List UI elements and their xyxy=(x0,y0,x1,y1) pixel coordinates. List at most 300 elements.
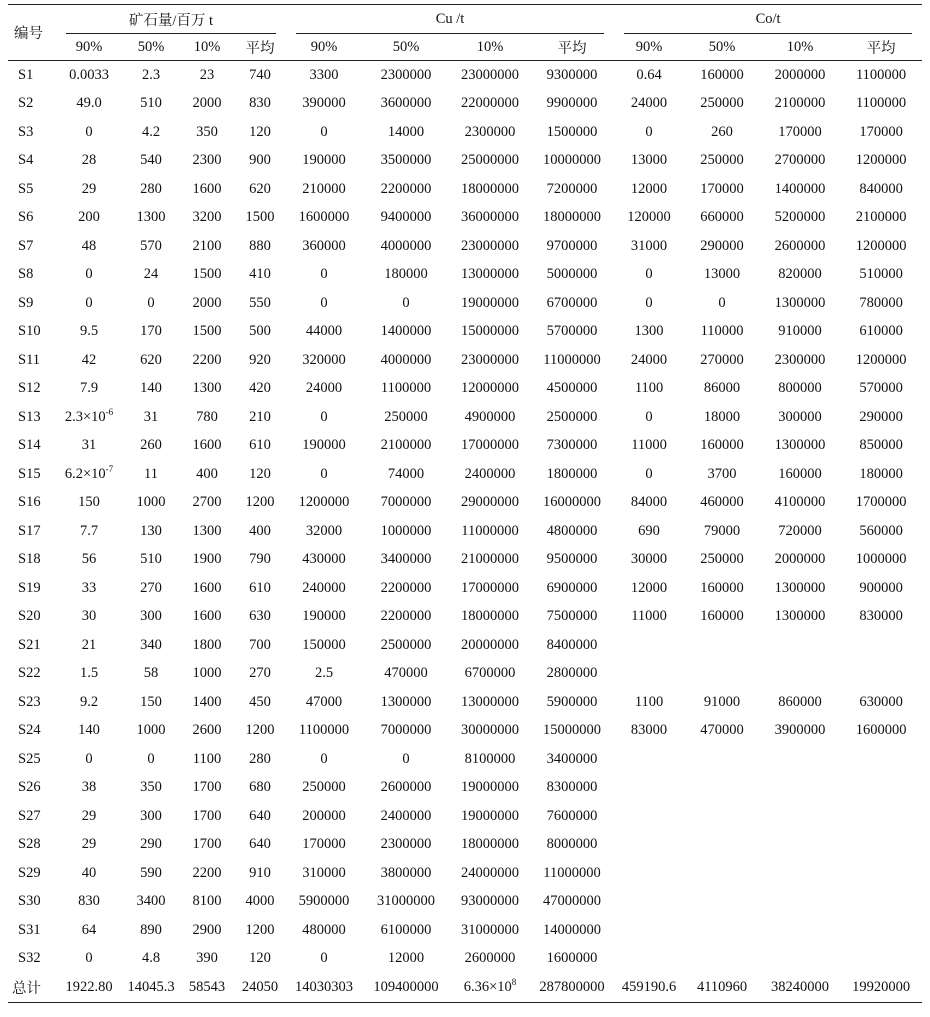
cell-ore xyxy=(180,888,234,917)
cell-cu xyxy=(286,489,362,518)
cell-value: 20000000 xyxy=(461,636,519,653)
table-row xyxy=(8,118,922,147)
cell-cu xyxy=(286,831,362,860)
table-row xyxy=(8,489,922,518)
cell-co xyxy=(760,517,840,546)
cell-value: 79000 xyxy=(703,522,741,539)
cell-value: 29 xyxy=(81,836,97,853)
cell-ore xyxy=(180,745,234,774)
cell-value: 910 xyxy=(249,864,271,881)
cell-value: 5200000 xyxy=(774,209,826,226)
cell-co xyxy=(684,147,760,176)
cell-value: 93000000 xyxy=(461,893,519,910)
cell-ore xyxy=(234,916,286,945)
cell-cu xyxy=(286,289,362,318)
cell-value: 9700000 xyxy=(546,237,598,254)
cell-cu xyxy=(530,574,614,603)
cell-value: 38 xyxy=(81,779,97,796)
cell-co xyxy=(840,432,922,461)
cell-value: 2.3 xyxy=(141,66,161,83)
cell-value: 0.64 xyxy=(636,66,662,83)
cell-value: 13000 xyxy=(703,266,741,283)
cell-ore xyxy=(180,232,234,261)
cell-value: 700 xyxy=(249,636,271,653)
cell-co xyxy=(840,147,922,176)
cell-value: 790 xyxy=(249,551,271,568)
cell-value: 1500 xyxy=(192,266,222,283)
cell-value: 120 xyxy=(249,950,271,967)
cell-ore xyxy=(122,460,180,489)
cell-cu xyxy=(530,603,614,632)
cell-ore xyxy=(234,403,286,432)
cell-ore xyxy=(180,460,234,489)
cell-value: 4000000 xyxy=(380,237,432,254)
cell-ore xyxy=(56,574,122,603)
cell-value: 9.5 xyxy=(79,323,99,340)
cell-co xyxy=(614,859,684,888)
cell-value: 830 xyxy=(249,95,271,112)
cell-ore xyxy=(234,232,286,261)
cell-value: 860000 xyxy=(778,693,822,710)
row-id: S6 xyxy=(18,209,34,226)
cell-ore xyxy=(180,403,234,432)
row-id: S10 xyxy=(18,323,41,340)
cell-value: 86000 xyxy=(703,380,741,397)
total-cu xyxy=(286,973,362,1002)
group-label: 矿石量/百万 t xyxy=(128,13,214,29)
cell-value: 16000000 xyxy=(543,494,602,511)
cell-co xyxy=(840,61,922,90)
cell-value: 0 xyxy=(645,123,653,140)
cell-value: 160000 xyxy=(700,437,744,454)
cell-cu xyxy=(530,61,614,90)
cell-value: 250000 xyxy=(302,779,346,796)
cell-co xyxy=(614,346,684,375)
cell-co xyxy=(614,489,684,518)
cell-value: 31000000 xyxy=(377,893,435,910)
cell-value: 300 xyxy=(140,807,162,824)
cell-ore xyxy=(234,688,286,717)
cell-ore xyxy=(122,232,180,261)
row-id: S17 xyxy=(18,522,41,539)
cell-co xyxy=(684,346,760,375)
cell-value: 610 xyxy=(249,437,271,454)
cell-value: 4900000 xyxy=(464,408,516,425)
cell-value: 11000000 xyxy=(461,522,519,539)
cell-value: 150 xyxy=(140,693,162,710)
cell-cu xyxy=(530,489,614,518)
cell-value: 480000 xyxy=(302,921,346,938)
cell-cu xyxy=(450,888,530,917)
cell-co xyxy=(760,717,840,746)
cell-co xyxy=(840,261,922,290)
cell-co xyxy=(684,774,760,803)
cell-ore xyxy=(122,61,180,90)
total-ore xyxy=(56,973,122,1002)
cell-value: 6700000 xyxy=(464,665,516,682)
table-row xyxy=(8,745,922,774)
cell-value: 1300 xyxy=(192,380,222,397)
cell-ore xyxy=(234,574,286,603)
cell-co xyxy=(614,888,684,917)
cell-value: 4800000 xyxy=(546,522,598,539)
cell-co xyxy=(760,318,840,347)
cell-co xyxy=(760,774,840,803)
cell-value: 459190.6 xyxy=(621,978,677,995)
cell-value: 4110960 xyxy=(696,978,748,995)
cell-co xyxy=(840,945,922,974)
table-row xyxy=(8,232,922,261)
row-id: S30 xyxy=(18,893,41,910)
cell-value: 13000 xyxy=(630,152,668,169)
cell-cu xyxy=(286,688,362,717)
cell-co xyxy=(760,375,840,404)
cell-value: 9900000 xyxy=(546,95,598,112)
cell-co xyxy=(684,688,760,717)
cell-value: 0 xyxy=(320,465,328,482)
cell-value: 0 xyxy=(85,750,93,767)
table-row xyxy=(8,318,922,347)
cell-value: 270 xyxy=(140,579,162,596)
cell-value: 47000000 xyxy=(543,893,602,910)
cell-co xyxy=(684,432,760,461)
cell-value: 170000 xyxy=(302,836,346,853)
cell-cu xyxy=(530,660,614,689)
cell-ore xyxy=(122,118,180,147)
cell-value: 2600 xyxy=(192,722,222,739)
cell-value: 24050 xyxy=(241,978,279,995)
cell-value: 2900 xyxy=(192,921,222,938)
cell-value: 830 xyxy=(78,893,100,910)
cell-cu xyxy=(450,574,530,603)
cell-co xyxy=(614,660,684,689)
cell-value: 2300 xyxy=(192,152,222,169)
cell-ore xyxy=(234,717,286,746)
cell-cu xyxy=(286,61,362,90)
cell-co xyxy=(760,688,840,717)
cell-value: 260 xyxy=(711,123,733,140)
cell-ore xyxy=(56,61,122,90)
cell-ore xyxy=(234,631,286,660)
cell-co xyxy=(614,945,684,974)
cell-co xyxy=(614,261,684,290)
cell-value: 0 xyxy=(147,750,155,767)
cell-value: 210 xyxy=(249,408,271,425)
cell-value: 0.0033 xyxy=(69,66,109,83)
cell-value: 24000 xyxy=(305,380,343,397)
cell-cu xyxy=(362,774,450,803)
cell-value: 4100000 xyxy=(774,494,826,511)
cell-co xyxy=(760,802,840,831)
cell-value: 18000000 xyxy=(461,836,519,853)
cell-value: 680 xyxy=(249,779,271,796)
row-id: S20 xyxy=(18,608,41,625)
cell-value: 310000 xyxy=(302,864,346,881)
id-header: 编号 xyxy=(8,5,56,61)
cell-value: 350 xyxy=(140,779,162,796)
cell-value: 28 xyxy=(81,152,97,169)
cell-value: 3500000 xyxy=(380,152,432,169)
cell-cu xyxy=(450,831,530,860)
cell-cu xyxy=(530,204,614,233)
cell-cu xyxy=(362,888,450,917)
cell-ore xyxy=(122,660,180,689)
cell-value: 190000 xyxy=(302,437,346,454)
cell-co xyxy=(614,204,684,233)
cell-value: 1900 xyxy=(192,551,222,568)
cell-value: 630000 xyxy=(859,693,903,710)
cell-value: 4500000 xyxy=(546,380,598,397)
cell-ore xyxy=(122,802,180,831)
cell-co xyxy=(760,460,840,489)
cell-cu xyxy=(362,403,450,432)
cell-co xyxy=(840,802,922,831)
cell-cu xyxy=(362,61,450,90)
cell-value: 15000000 xyxy=(461,323,519,340)
cell-ore xyxy=(56,945,122,974)
cell-cu xyxy=(530,916,614,945)
cell-value: 920 xyxy=(249,351,271,368)
cell-ore xyxy=(56,745,122,774)
cell-cu xyxy=(450,261,530,290)
cell-cu xyxy=(530,888,614,917)
cell-value: 2200000 xyxy=(380,608,432,625)
cell-ore xyxy=(180,945,234,974)
cell-value: 0 xyxy=(645,266,653,283)
cell-value: 10000000 xyxy=(543,152,602,169)
cell-cu xyxy=(530,375,614,404)
cell-value: 1400000 xyxy=(774,180,826,197)
cell-cu xyxy=(450,90,530,119)
cell-co xyxy=(684,945,760,974)
cell-cu xyxy=(530,289,614,318)
cell-value: 24 xyxy=(143,266,159,283)
total-row xyxy=(8,973,922,1002)
cell-ore xyxy=(56,90,122,119)
row-id: S32 xyxy=(18,950,41,967)
cell-ore xyxy=(234,175,286,204)
cell-value: 2200 xyxy=(192,864,222,881)
cell-value: 1600 xyxy=(192,579,222,596)
cell-value: 3400 xyxy=(136,893,166,910)
cell-value: 21000000 xyxy=(461,551,519,568)
cell-cu xyxy=(530,859,614,888)
cell-ore xyxy=(180,802,234,831)
cell-value: 0 xyxy=(320,294,328,311)
cell-cu xyxy=(362,375,450,404)
cell-value: 32000 xyxy=(305,522,343,539)
cell-value: 91000 xyxy=(703,693,741,710)
cell-value: 1200000 xyxy=(855,152,907,169)
cell-ore xyxy=(180,261,234,290)
cell-value: 660000 xyxy=(700,209,744,226)
cell-ore xyxy=(234,318,286,347)
cell-value: 8300000 xyxy=(546,779,598,796)
cell-value: 640 xyxy=(249,836,271,853)
cell-cu xyxy=(530,745,614,774)
cell-value: 390000 xyxy=(302,95,346,112)
cell-value: 33 xyxy=(81,579,97,596)
cell-value: 2100000 xyxy=(774,95,826,112)
table-row xyxy=(8,916,922,945)
cell-co xyxy=(684,916,760,945)
cell-value: 21 xyxy=(81,636,97,653)
cell-ore xyxy=(234,546,286,575)
cell-ore xyxy=(122,888,180,917)
cell-value: 58543 xyxy=(188,978,226,995)
cell-ore xyxy=(122,90,180,119)
cell-value: 40 xyxy=(81,864,97,881)
cell-value: 550 xyxy=(249,294,271,311)
cell-ore xyxy=(180,774,234,803)
cell-value: 1100000 xyxy=(380,380,432,397)
cell-cu xyxy=(530,831,614,860)
exponent: -6 xyxy=(105,406,114,417)
cell-co xyxy=(840,204,922,233)
cell-ore xyxy=(56,688,122,717)
cell-ore xyxy=(122,204,180,233)
cell-co xyxy=(760,859,840,888)
cell-value: 140 xyxy=(140,380,162,397)
cell-value: 740 xyxy=(249,66,271,83)
cell-ore xyxy=(122,859,180,888)
row-id: S7 xyxy=(18,237,34,254)
cell-co xyxy=(840,318,922,347)
cell-co xyxy=(684,631,760,660)
cell-value: 0 xyxy=(320,408,328,425)
cell-cu xyxy=(286,118,362,147)
cell-value: 287800000 xyxy=(539,978,605,995)
cell-value: 1300 xyxy=(136,209,166,226)
table-row xyxy=(8,574,922,603)
cell-value: 820000 xyxy=(778,266,822,283)
cell-co xyxy=(614,90,684,119)
cell-cu xyxy=(362,517,450,546)
cell-value: 830000 xyxy=(859,608,903,625)
cell-value: 47000 xyxy=(305,693,343,710)
table-row xyxy=(8,432,922,461)
cell-value: 1922.80 xyxy=(65,978,113,995)
cell-ore xyxy=(180,432,234,461)
cell-cu xyxy=(362,204,450,233)
table-row xyxy=(8,774,922,803)
cell-cu xyxy=(530,232,614,261)
cell-value: 5900000 xyxy=(546,693,598,710)
cell-value: 0 xyxy=(85,294,93,311)
cell-value: 44000 xyxy=(305,323,343,340)
cell-cu xyxy=(286,403,362,432)
cell-ore xyxy=(234,745,286,774)
cell-co xyxy=(840,175,922,204)
cell-value: 2700000 xyxy=(774,152,826,169)
cell-value: 2400000 xyxy=(380,807,432,824)
cell-value: 0 xyxy=(645,465,653,482)
cell-co xyxy=(760,888,840,917)
row-id: S24 xyxy=(18,722,41,739)
cell-co xyxy=(840,118,922,147)
row-id: S26 xyxy=(18,779,41,796)
cell-value: 610000 xyxy=(859,323,903,340)
cell-cu xyxy=(530,318,614,347)
table-row xyxy=(8,460,922,489)
cell-value: 850000 xyxy=(859,437,903,454)
cell-value: 3400000 xyxy=(546,750,598,767)
cell-cu xyxy=(286,802,362,831)
table-row xyxy=(8,688,922,717)
cell-ore xyxy=(122,831,180,860)
cell-ore xyxy=(234,118,286,147)
cell-value: 0 xyxy=(85,950,93,967)
cell-value: 14030303 xyxy=(295,978,353,995)
cell-value: 8100000 xyxy=(464,750,516,767)
total-cu xyxy=(362,973,450,1002)
cell-value: 290000 xyxy=(859,408,903,425)
cell-value: 260 xyxy=(140,437,162,454)
cell-value: 1300 xyxy=(192,522,222,539)
cell-co xyxy=(614,403,684,432)
cell-value: 2200000 xyxy=(380,180,432,197)
cell-value: 14045.3 xyxy=(127,978,175,995)
cell-ore xyxy=(122,945,180,974)
cell-value: 1600 xyxy=(192,180,222,197)
sub-header: 平均 xyxy=(840,34,922,61)
cell-value: 7000000 xyxy=(380,494,432,511)
cell-value: 320000 xyxy=(302,351,346,368)
row-id: S16 xyxy=(18,494,41,511)
cell-cu xyxy=(362,232,450,261)
cell-value: 0 xyxy=(320,950,328,967)
cell-co xyxy=(684,403,760,432)
cell-value: 1600000 xyxy=(546,950,598,967)
row-id: S15 xyxy=(18,465,41,482)
cell-cu xyxy=(530,403,614,432)
cell-ore xyxy=(180,916,234,945)
row-id: S19 xyxy=(18,579,41,596)
sub-header: 90% xyxy=(614,34,684,61)
cell-value: 3400000 xyxy=(380,551,432,568)
cell-co xyxy=(760,118,840,147)
cell-co xyxy=(684,831,760,860)
cell-co xyxy=(684,318,760,347)
cell-value: 2100000 xyxy=(380,437,432,454)
cell-cu xyxy=(286,774,362,803)
cell-value: 5000000 xyxy=(546,266,598,283)
cell-ore xyxy=(234,90,286,119)
cell-cu xyxy=(286,175,362,204)
cell-ore xyxy=(180,147,234,176)
cell-value: 180000 xyxy=(384,266,428,283)
cell-value: 2300000 xyxy=(380,836,432,853)
row-id: S21 xyxy=(18,636,41,653)
row-id: S1 xyxy=(18,66,34,83)
cell-value: 12000 xyxy=(387,950,425,967)
cell-value: 1700 xyxy=(192,836,222,853)
cell-ore xyxy=(234,261,286,290)
cell-co xyxy=(614,574,684,603)
cell-value: 2000 xyxy=(192,95,222,112)
table-row xyxy=(8,517,922,546)
cell-value: 0 xyxy=(85,266,93,283)
cell-value: 0 xyxy=(320,123,328,140)
cell-co xyxy=(840,375,922,404)
cell-ore xyxy=(56,859,122,888)
cell-ore xyxy=(56,888,122,917)
table-row xyxy=(8,261,922,290)
row-id: S18 xyxy=(18,551,41,568)
cell-cu xyxy=(530,147,614,176)
cell-value: 120 xyxy=(249,465,271,482)
table-row xyxy=(8,403,922,432)
